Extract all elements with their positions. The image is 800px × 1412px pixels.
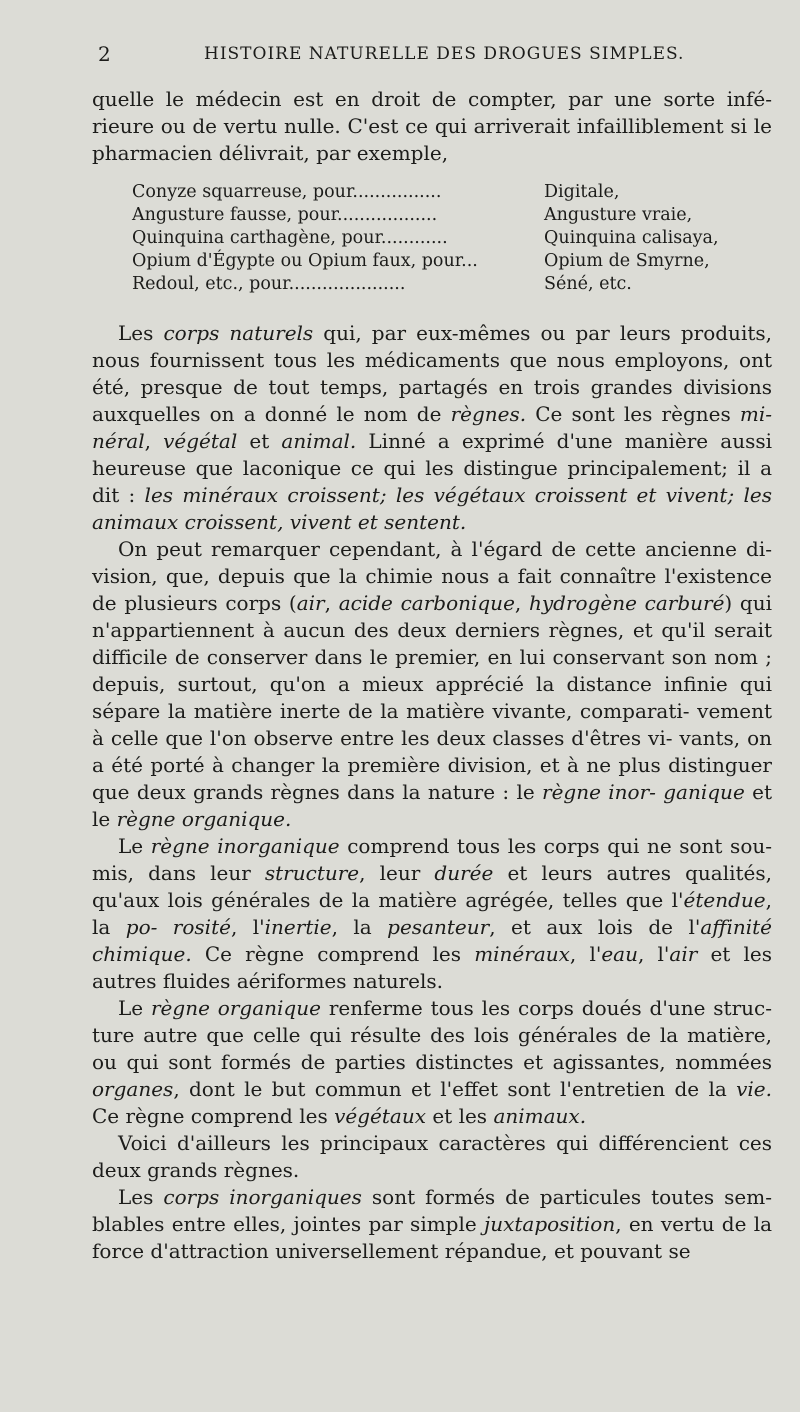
text: corps naturels <box>163 321 314 345</box>
substitution-row <box>132 204 752 227</box>
page-number: 2 <box>98 42 111 66</box>
paragraph-division <box>92 536 772 833</box>
text: règne organique <box>151 996 321 1020</box>
paragraph-caracteres: Voici d'ailleurs les principaux caractères qui différencient ces deux grands règnes. <box>92 1131 772 1182</box>
text: Linné a exprimé d'une manière aussi heureuse que laconique ce qui les distingue principalement; il a dit : <box>92 429 772 507</box>
text: inertie <box>264 915 332 939</box>
paragraph-organique <box>92 995 772 1130</box>
text: organes <box>92 1077 174 1101</box>
text: comprend tous les corps qui ne sont sou- mis, dans leur <box>92 834 773 885</box>
text: structure <box>264 861 360 885</box>
page-header <box>92 42 782 72</box>
text: animaux. <box>493 1104 587 1128</box>
text: corps inorganiques <box>163 1185 362 1209</box>
text: règnes. <box>450 402 527 426</box>
text: ) qui n'appartiennent à aucun des deux derniers règnes, et qu'il serait difficile de conserver dans le premier, en lui conservant son nom ; depuis, surtout, qu'on a mieux apprécié la distance infinie qui sépare la matière inerte de la matière vivante, comparati- vement à celle que l'on observe entre les deux classes d'êtres vi- vants, on a été porté à changer la première division, et à ne plus distinguer que deux grands règnes dans la nature : le <box>92 591 773 804</box>
text: , l' <box>230 915 265 939</box>
text: vie. <box>736 1077 772 1101</box>
text: , l' <box>637 942 670 966</box>
text: , et aux lois de l' <box>489 915 701 939</box>
text: , <box>324 591 339 615</box>
true-drug: Digitale, <box>544 182 620 202</box>
substitution-row <box>132 273 752 296</box>
text: règne inorganique <box>150 834 340 858</box>
false-drug: Redoul, etc., pour..................... <box>132 274 406 294</box>
text: , <box>144 429 164 453</box>
text: mi- néral <box>92 402 772 453</box>
text: et les autres fluides aériformes naturels. <box>92 942 772 993</box>
paragraph-regnes <box>92 320 772 536</box>
text: pesanteur <box>387 915 490 939</box>
substitution-row <box>132 181 752 204</box>
text: , dont le but commun et l'effet sont l'entretien de la <box>173 1077 737 1101</box>
text: Le <box>118 834 151 858</box>
substitution-table <box>132 181 752 296</box>
text: air <box>669 942 698 966</box>
text: Le <box>118 996 151 1020</box>
text: Les <box>118 321 164 345</box>
text: acide carbonique <box>338 591 515 615</box>
text: , la <box>92 888 772 939</box>
text: et le <box>92 780 772 831</box>
text: végétaux <box>334 1104 426 1128</box>
true-drug: Angusture vraie, <box>544 205 693 225</box>
paragraph-corps-inorganiques <box>92 1184 772 1265</box>
text: On peut remarquer cependant, à l'égard de cette ancienne di- vision, que, depuis que la chimie nous a fait connaître l'existence de plusieurs corps ( <box>92 537 772 615</box>
false-drug: Quinquina carthagène, pour............ <box>132 228 448 248</box>
text: règne organique. <box>116 807 292 831</box>
substitution-row <box>132 227 752 250</box>
substitution-row <box>132 250 752 273</box>
text: étendue <box>683 888 766 912</box>
true-drug: Quinquina calisaya, <box>544 228 719 248</box>
text: sont formés de particules toutes sem- blables entre elles, jointes par simple <box>92 1185 772 1236</box>
text: hydrogène carburé <box>528 591 725 615</box>
text: les minéraux croissent; les végétaux croissent et vivent; les animaux croissent, vivent et sentent. <box>92 483 772 534</box>
text: et les <box>425 1104 494 1128</box>
text: minéraux <box>474 942 570 966</box>
paragraph-inorganique <box>92 833 772 995</box>
text: Les <box>118 1185 164 1209</box>
text: et <box>237 429 282 453</box>
text: animal. <box>281 429 357 453</box>
text: qui, par eux-mêmes ou par leurs produits, nous fournissent tous les médicaments que nous employons, ont été, presque de tout temps, partagés en trois grandes divisions auxquelles on a donné le nom de <box>92 321 772 426</box>
text: renferme tous les corps doués d'une struc- ture autre que celle qui résulte des lois générales de la matière, ou qui sont formés de parties distinctes et agissantes, nommées <box>92 996 772 1074</box>
running-title: HISTOIRE NATURELLE DES DROGUES SIMPLES. <box>204 44 685 64</box>
text: , la <box>331 915 388 939</box>
text: eau <box>601 942 638 966</box>
text: air <box>296 591 325 615</box>
text: , l' <box>569 942 602 966</box>
text: po- rosité <box>125 915 231 939</box>
false-drug: Opium d'Égypte ou Opium faux, pour... <box>132 251 478 271</box>
text: juxtaposition <box>484 1212 616 1236</box>
text: Ce règne comprend les <box>92 1104 335 1128</box>
text: règne inor- ganique <box>542 780 745 804</box>
text: , <box>514 591 529 615</box>
text: Ce sont les règnes <box>526 402 740 426</box>
false-drug: Conyze squarreuse, pour................ <box>132 182 442 202</box>
text: , en vertu de la force d'attraction universellement répandue, et pouvant se <box>92 1212 773 1263</box>
text: Ce règne comprend les <box>191 942 475 966</box>
body-text <box>92 86 772 1265</box>
true-drug: Opium de Smyrne, <box>544 251 710 271</box>
text: affinité chimique. <box>92 915 772 966</box>
text: , leur <box>359 861 435 885</box>
text: végétal <box>163 429 238 453</box>
text: durée <box>434 861 494 885</box>
text: et leurs autres qualités, qu'aux lois générales de la matière agrégée, telles que l' <box>92 861 772 912</box>
false-drug: Angusture fausse, pour.................. <box>132 205 438 225</box>
true-drug: Séné, etc. <box>544 274 632 294</box>
intro-paragraph: quelle le médecin est en droit de compter, par une sorte infé- rieure ou de vertu nulle. C'est ce qui arriverait infailliblement si le pharmacien délivrait, par exemple, <box>92 87 772 165</box>
